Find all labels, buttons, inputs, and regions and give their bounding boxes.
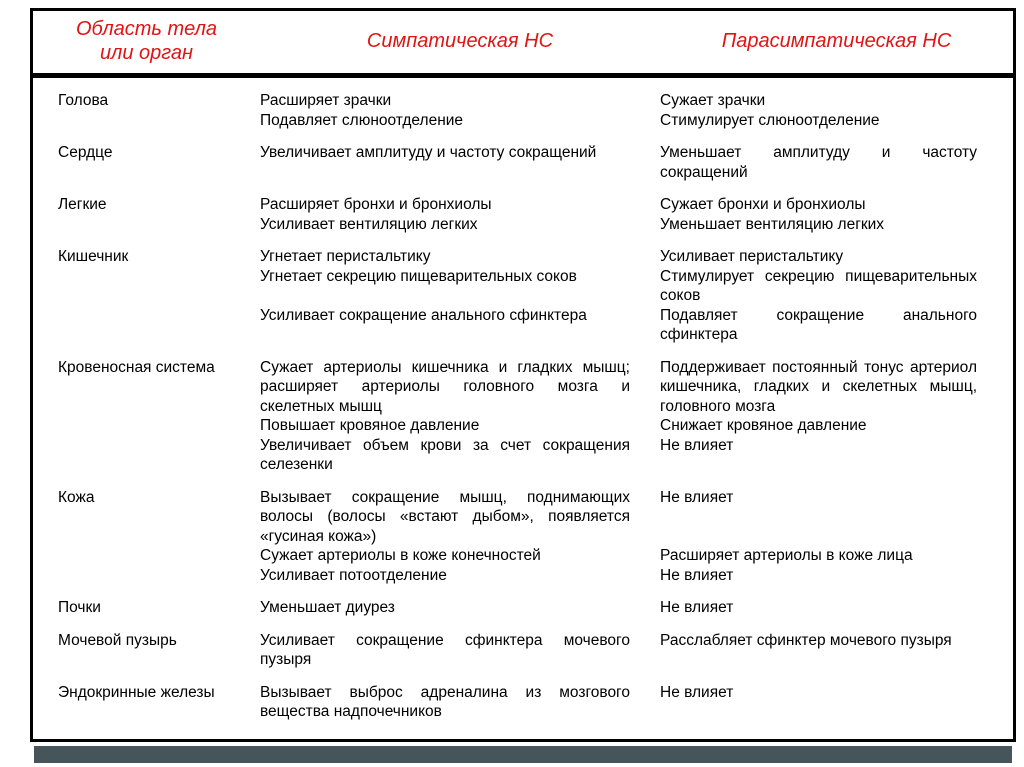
organ-cell: Мочевой пузырь — [58, 631, 177, 649]
sympathetic-cell: Увеличивает объем крови за счет сокращения селезенки — [260, 436, 630, 474]
parasympathetic-cell: Сужает бронхи и бронхиолы — [660, 196, 866, 214]
parasympathetic-cell: Сужает зрачки — [660, 92, 766, 109]
table-row — [33, 631, 1013, 670]
organ-group — [33, 488, 1013, 586]
parasympathetic-cell: Усиливает перистальтику — [660, 248, 844, 266]
table-header — [33, 11, 1013, 73]
parasympathetic-cell: Подавляет сокращение анального сфинктера — [660, 306, 977, 344]
organ-group — [33, 683, 1013, 722]
sympathetic-cell: Угнетает секрецию пищеварительных соков — [260, 267, 577, 285]
table-row — [33, 91, 1013, 111]
organ-cell: Сердце — [58, 144, 113, 162]
bottom-bar — [34, 746, 1012, 763]
organ-cell: Кишечник — [58, 248, 129, 266]
organ-cell: Легкие — [58, 196, 107, 214]
table-frame — [30, 8, 1016, 742]
parasympathetic-cell: Расслабляет сфинктер мочевого пузыря — [660, 631, 952, 649]
parasympathetic-cell: Не влияет — [660, 488, 734, 506]
sympathetic-cell: Расширяет зрачки — [260, 92, 392, 109]
organ-group — [33, 195, 1013, 234]
table-row — [33, 436, 1013, 475]
organ-group — [33, 91, 1013, 130]
sympathetic-cell: Вызывает сокращение мышц, поднимающих волосы (волосы «встают дыбом», появляется «гусиная кожа») — [260, 488, 630, 545]
table-row — [33, 247, 1013, 267]
organ-cell: Голова — [58, 92, 109, 109]
table-row — [33, 416, 1013, 436]
sympathetic-cell: Подавляет слюноотделение — [260, 111, 464, 129]
table-row — [33, 683, 1013, 722]
sympathetic-cell: Угнетает перистальтику — [260, 248, 431, 266]
table-row — [33, 546, 1013, 566]
parasympathetic-cell: Снижает кровяное давление — [660, 417, 867, 435]
parasympathetic-cell: Стимулирует секрецию пищеварительных соков — [660, 267, 977, 305]
table-row — [33, 111, 1013, 131]
table-row — [33, 215, 1013, 235]
sympathetic-cell: Уменьшает диурез — [260, 599, 395, 617]
sympathetic-cell: Усиливает потоотделение — [260, 566, 447, 584]
organ-cell: Эндокринные железы — [58, 683, 215, 701]
parasympathetic-cell: Не влияет — [660, 566, 734, 584]
sympathetic-cell: Сужает артериолы кишечника и гладких мышц; расширяет артериолы головного мозга и скелетных мышц — [260, 358, 630, 415]
table-row — [33, 143, 1013, 182]
organ-group — [33, 598, 1013, 618]
parasympathetic-cell: Уменьшает вентиляцию легких — [660, 215, 885, 233]
sympathetic-cell: Сужает артериолы в коже конечностей — [260, 547, 541, 565]
organ-cell: Почки — [58, 599, 101, 617]
table-body — [33, 78, 1013, 722]
parasympathetic-cell: Стимулирует слюноотделение — [660, 111, 880, 129]
table-row — [33, 358, 1013, 417]
organ-group — [33, 358, 1013, 475]
organ-group — [33, 247, 1013, 345]
table-row — [33, 195, 1013, 215]
parasympathetic-cell: Поддерживает постоянный тонус артериол кишечника, гладких и скелетных мышц, головного мозга — [660, 358, 977, 415]
parasympathetic-cell: Не влияет — [660, 599, 734, 617]
parasympathetic-cell: Не влияет — [660, 436, 734, 454]
organ-group — [33, 143, 1013, 182]
sympathetic-cell: Усиливает сокращение анального сфинктера — [260, 306, 587, 324]
parasympathetic-cell: Расширяет артериолы в коже лица — [660, 547, 913, 565]
sympathetic-cell: Усиливает сокращение сфинктера мочевого пузыря — [260, 631, 630, 669]
table-row — [33, 488, 1013, 547]
parasympathetic-cell: Уменьшает амплитуду и частоту сокращений — [660, 144, 977, 181]
organ-group — [33, 631, 1013, 670]
table-row — [33, 598, 1013, 618]
sympathetic-cell: Увеличивает амплитуду и частоту сокращений — [260, 144, 597, 162]
header-organ: Область тела или орган — [75, 18, 218, 64]
header-sympathetic: Симпатическая НС — [366, 30, 554, 53]
sympathetic-cell: Вызывает выброс адреналина из мозгового вещества надпочечников — [260, 683, 630, 721]
organ-cell: Кожа — [58, 488, 95, 506]
table-row — [33, 306, 1013, 345]
sympathetic-cell: Расширяет бронхи и бронхиолы — [260, 196, 492, 214]
sympathetic-cell: Усиливает вентиляцию легких — [260, 215, 478, 233]
header-parasympathetic: Парасимпатическая НС — [721, 30, 952, 53]
table-row — [33, 566, 1013, 586]
table-row — [33, 267, 1013, 306]
parasympathetic-cell: Не влияет — [660, 683, 734, 701]
organ-cell: Кровеносная система — [58, 358, 215, 376]
sympathetic-cell: Повышает кровяное давление — [260, 417, 480, 435]
